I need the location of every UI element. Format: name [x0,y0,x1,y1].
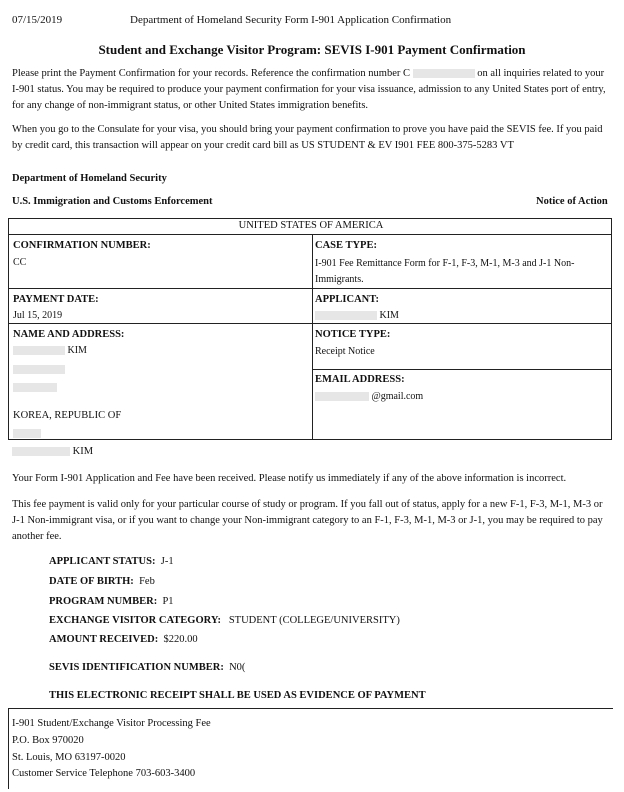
dob-value: Feb [139,576,155,587]
case-type-value-line1: I-901 Fee Remittance Form for F-1, F-3, M-1, M-3 and J-1 Non- [315,258,575,269]
validity-paragraph: This fee payment is valid only for your particular course of study or program. If you fall out of status, apply for a new F-1, F-3, M-1, M-3 or J-1 Non-immigrant visa, or if you want to change your Non-immigrant category to an F-1, F-3, M-1, M-3 or J-1, you may be required to pay another fee. [12,499,603,542]
sevis-label: SEVIS IDENTIFICATION NUMBER: [49,662,224,673]
category-value: STUDENT (COLLEGE/UNIVERSITY) [228,615,400,626]
amount-row [49,634,198,645]
category-label: EXCHANGE VISITOR CATEGORY: [49,615,221,626]
country-header: UNITED STATES OF AMERICA [238,220,384,231]
dept-heading: Department of Homeland Security [12,173,167,184]
name-line: KIM [72,446,94,457]
amount-label: AMOUNT RECEIVED: [49,634,159,645]
notice-table [8,218,612,440]
program-value: P1 [162,596,174,607]
received-paragraph: Your Form I-901 Application and Fee have been received. Please notify us immediately if any of the above information is incorrect. [12,473,567,484]
notice-of-action: Notice of Action [536,196,608,207]
divider [9,288,611,289]
divider [312,234,313,440]
payment-date-value: Jul 15, 2019 [13,310,63,321]
dob-row [49,576,155,587]
print-date: 07/15/2019 [12,14,63,26]
footer-line-4: Customer Service Telephone 703-603-3400 [12,768,196,779]
redacted-given-name [13,346,65,355]
page-title: Student and Exchange Visitor Program: SEVIS I-901 Payment Confirmation [98,42,526,57]
form-header-title: Department of Homeland Security Form I-901 Application Confirmation [130,14,452,26]
name-line-row [12,446,93,457]
intro-paragraph-2: When you go to the Consulate for your visa, you should bring your payment confirmation to prove you have paid the SEVIS fee. If you paid by credit card, this transaction will appear on your credit card bill as US STUDENT & EV I901 FEE 800-375-5283 VT [12,124,603,151]
notice-type-value: Receipt Notice [315,346,375,357]
name-address-label: NAME AND ADDRESS: [13,329,125,340]
program-row [49,596,174,607]
footer-line-3: St. Louis, MO 63197-0020 [12,752,126,763]
case-type-label: CASE TYPE: [315,240,377,251]
sevis-value: N0( [229,662,246,673]
applicant-status-row [49,556,174,567]
applicant-status-value: J-1 [160,556,174,567]
divider [9,234,611,235]
intro-p1-rest: on all inquiries related to your I-901 status. You may be required to produce your payment confirmation for your visa issuance, admission to any United States port of entry, for any change of non-immigrant status, or other United States immigration benefits. [12,68,606,111]
redacted-applicant-name [315,311,377,320]
redacted-address-line [13,383,57,392]
intro-paragraph-1 [12,66,612,114]
confirmation-number-value: CC [13,257,27,268]
name-value-row [13,345,87,356]
category-row [49,615,400,626]
applicant-value-row [315,310,399,321]
ice-heading: U.S. Immigration and Customs Enforcement [12,196,213,207]
email-value-row [315,391,423,402]
footer-line-2: P.O. Box 970020 [12,735,84,746]
email-value: @gmail.com [371,391,424,402]
country-value: KOREA, REPUBLIC OF [13,410,122,421]
intro-p1-start: Please print the Payment Confirmation for your records. Reference the confirmation number C [12,68,411,79]
notice-type-label: NOTICE TYPE: [315,329,391,340]
redacted-email-user [315,392,369,401]
case-type-value-line2: Immigrants. [315,274,364,285]
email-label: EMAIL ADDRESS: [315,374,405,385]
name-value: KIM [67,345,87,356]
footer-line-1: I-901 Student/Exchange Visitor Processing Fee [12,718,211,729]
redacted-postal-code [13,429,41,438]
program-label: PROGRAM NUMBER: [49,596,158,607]
divider [9,323,611,324]
redacted-address-line [13,365,65,374]
redacted-name [12,447,70,456]
sevis-row [49,662,245,673]
applicant-label: APPLICANT: [315,294,379,305]
evidence-statement: THIS ELECTRONIC RECEIPT SHALL BE USED AS EVIDENCE OF PAYMENT [49,690,426,701]
payment-date-label: PAYMENT DATE: [13,294,99,305]
applicant-value: KIM [379,310,399,321]
applicant-status-label: APPLICANT STATUS: [49,556,156,567]
dob-label: DATE OF BIRTH: [49,576,134,587]
amount-value: $220.00 [163,634,198,645]
divider [312,369,611,370]
redacted-confirmation [413,69,475,78]
confirmation-number-label: CONFIRMATION NUMBER: [13,240,151,251]
